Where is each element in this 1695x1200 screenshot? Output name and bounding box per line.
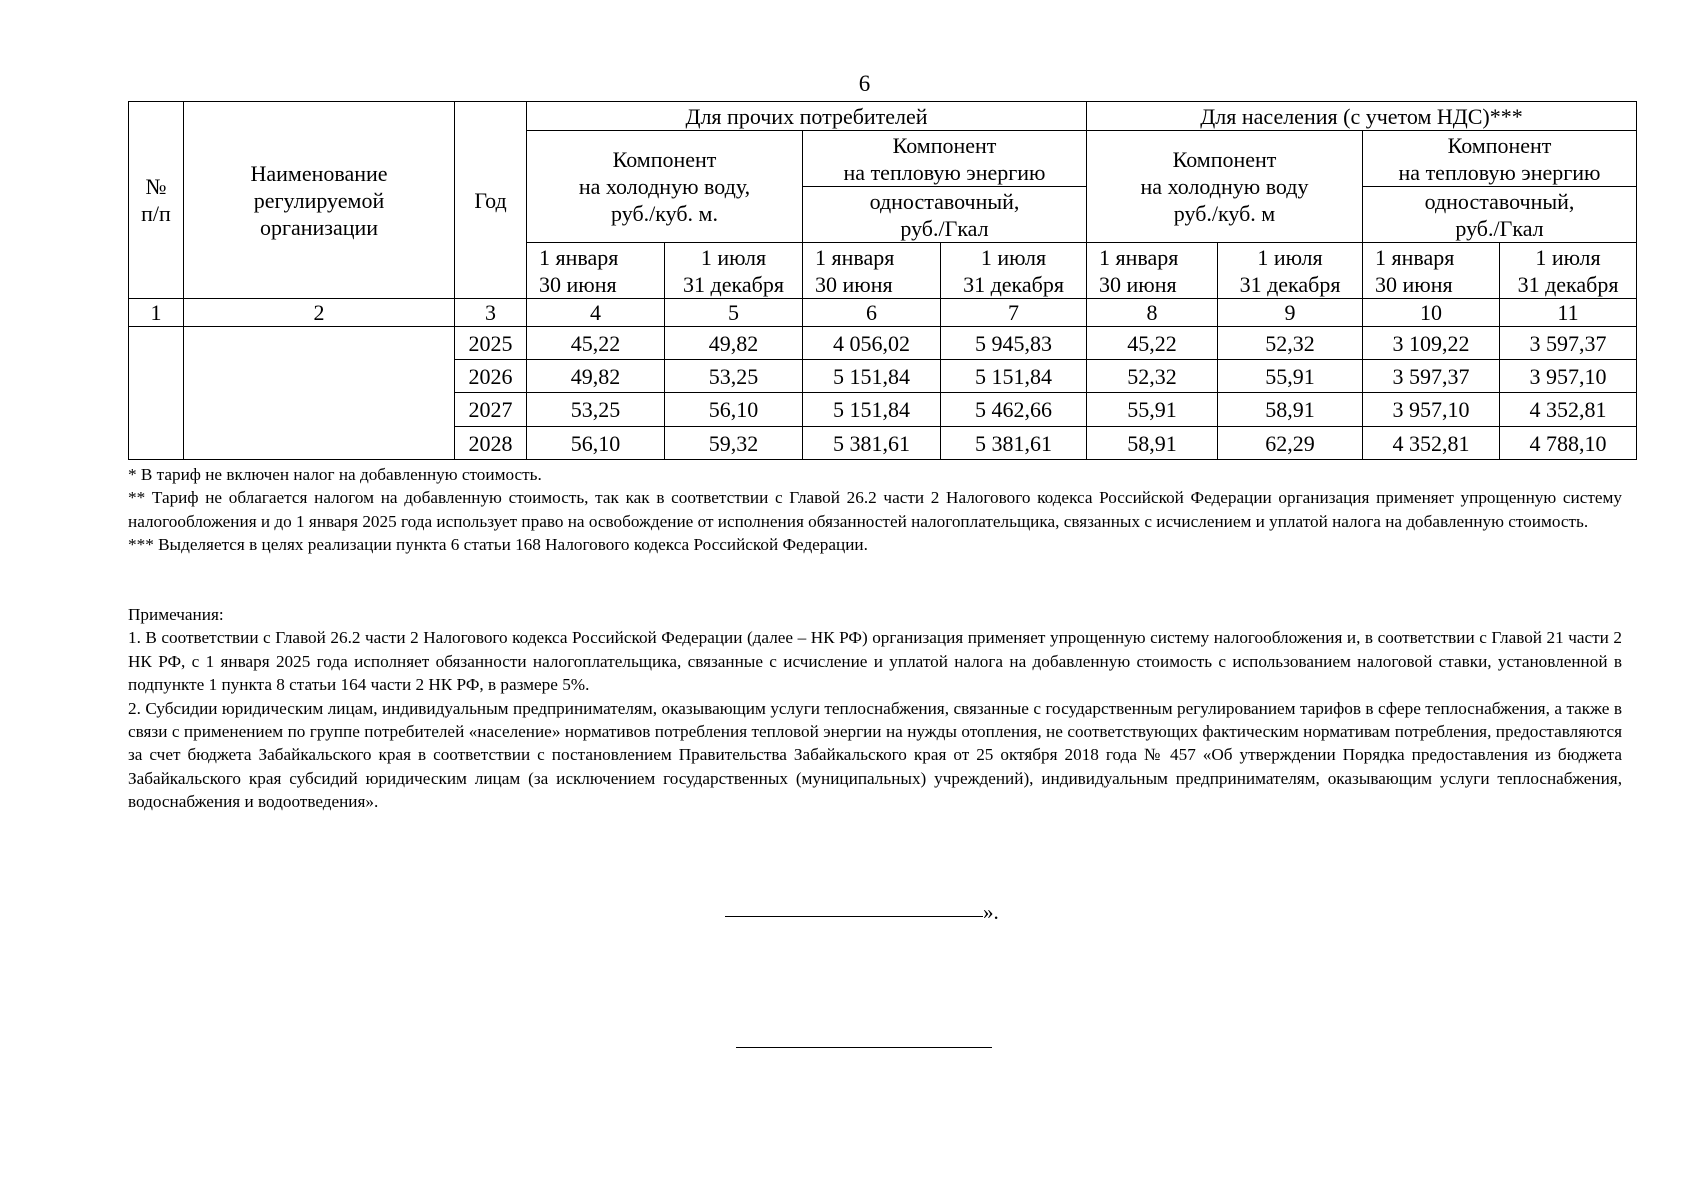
closing-quote-mark: ». xyxy=(983,900,999,924)
year-cell: 2026 xyxy=(455,360,527,393)
period-jul-dec: 1 июля 31 декабря xyxy=(1218,243,1363,299)
header-organization-name: Наименование регулируемой организации xyxy=(184,102,455,299)
value-cell: 4 352,81 xyxy=(1363,427,1500,460)
value-cell: 52,32 xyxy=(1218,327,1363,360)
value-cell: 62,29 xyxy=(1218,427,1363,460)
header-heat-population: Компонент на тепловую энергию xyxy=(1363,131,1637,187)
value-cell: 58,91 xyxy=(1218,393,1363,427)
value-cell: 3 109,22 xyxy=(1363,327,1500,360)
value-cell: 3 597,37 xyxy=(1363,360,1500,393)
period-jan-jun: 1 января 30 июня xyxy=(803,243,941,299)
header-cold-water-other: Компонент на холодную воду, руб./куб. м. xyxy=(527,131,803,243)
header-group-other-consumers: Для прочих потребителей xyxy=(527,102,1087,131)
column-number: 4 xyxy=(527,299,665,327)
value-cell: 4 788,10 xyxy=(1500,427,1637,460)
value-cell: 5 945,83 xyxy=(941,327,1087,360)
column-number: 6 xyxy=(803,299,941,327)
column-number: 11 xyxy=(1500,299,1637,327)
header-year: Год xyxy=(455,102,527,299)
header-cold-water-population: Компонент на холодную воду руб./куб. м xyxy=(1087,131,1363,243)
value-cell: 45,22 xyxy=(1087,327,1218,360)
value-cell: 49,82 xyxy=(527,360,665,393)
value-cell: 5 381,61 xyxy=(941,427,1087,460)
tariff-table xyxy=(128,101,1637,460)
column-number: 2 xyxy=(184,299,455,327)
value-cell: 59,32 xyxy=(665,427,803,460)
table-row xyxy=(129,327,1637,360)
note-item: 1. В соответствии с Главой 26.2 части 2 Налогового кодекса Российской Федерации (далее – НК РФ) организация применяет упрощенную систему налогообложения и, в соответствии с Главой 21 части 2 НК РФ, с 1 января 2025 года исполняет обязанности налогоплательщика, связанные с исчисление и уплатой налога на добавленную стоимость с использованием налоговой ставки, установленной в подпункте 1 пункта 8 статьи 164 части 2 НК РФ, в размере 5%. xyxy=(128,628,1622,695)
value-cell: 56,10 xyxy=(527,427,665,460)
header-heat-type-other: одноставочный, руб./Гкал xyxy=(803,187,1087,243)
value-cell: 49,82 xyxy=(665,327,803,360)
value-cell: 5 151,84 xyxy=(803,393,941,427)
value-cell: 53,25 xyxy=(527,393,665,427)
value-cell: 5 151,84 xyxy=(941,360,1087,393)
value-cell: 52,32 xyxy=(1087,360,1218,393)
value-cell: 5 151,84 xyxy=(803,360,941,393)
value-cell: 45,22 xyxy=(527,327,665,360)
value-cell: 53,25 xyxy=(665,360,803,393)
period-jan-jun: 1 января 30 июня xyxy=(1087,243,1218,299)
column-number: 3 xyxy=(455,299,527,327)
signature-line xyxy=(725,916,983,917)
period-jan-jun: 1 января 30 июня xyxy=(1363,243,1500,299)
header-number: № п/п xyxy=(129,102,184,299)
organization-name-cell xyxy=(184,327,455,460)
footnote: * В тариф не включен налог на добавленную стоимость. xyxy=(128,465,542,484)
value-cell: 3 957,10 xyxy=(1500,360,1637,393)
column-number: 10 xyxy=(1363,299,1500,327)
value-cell: 4 056,02 xyxy=(803,327,941,360)
footnote: *** Выделяется в целях реализации пункта 6 статьи 168 Налогового кодекса Российской Федерации. xyxy=(128,535,868,555)
period-jan-jun: 1 января 30 июня xyxy=(527,243,665,299)
period-jul-dec: 1 июля 31 декабря xyxy=(941,243,1087,299)
column-number: 7 xyxy=(941,299,1087,327)
notes-title: Примечания: xyxy=(128,605,224,624)
footnote: ** Тариф не облагается налогом на добавленную стоимость, так как в соответствии с Главой 26.2 части 2 Налогового кодекса Российской Федерации организация применяет упрощенную систему налогообложения и до 1 января 2025 года использует право на освобождение от исполнения обязанностей налогоплательщика, связанных с исчислением и уплатой налога на добавленную стоимость. xyxy=(128,488,1622,531)
period-jul-dec: 1 июля 31 декабря xyxy=(665,243,803,299)
separator-line xyxy=(736,1047,992,1048)
column-number: 8 xyxy=(1087,299,1218,327)
footnotes xyxy=(128,463,1622,557)
value-cell: 5 381,61 xyxy=(803,427,941,460)
header-row-groups xyxy=(129,102,1637,131)
row-number-cell xyxy=(129,327,184,460)
year-cell: 2025 xyxy=(455,327,527,360)
value-cell: 5 462,66 xyxy=(941,393,1087,427)
period-jul-dec: 1 июля 31 декабря xyxy=(1500,243,1637,299)
value-cell: 3 597,37 xyxy=(1500,327,1637,360)
value-cell: 4 352,81 xyxy=(1500,393,1637,427)
page-number: 6 xyxy=(858,71,871,96)
value-cell: 55,91 xyxy=(1087,393,1218,427)
column-number: 9 xyxy=(1218,299,1363,327)
header-heat-other: Компонент на тепловую энергию xyxy=(803,131,1087,187)
year-cell: 2028 xyxy=(455,427,527,460)
value-cell: 56,10 xyxy=(665,393,803,427)
column-number: 5 xyxy=(665,299,803,327)
value-cell: 3 957,10 xyxy=(1363,393,1500,427)
column-numbers-row xyxy=(129,299,1637,327)
column-number: 1 xyxy=(129,299,184,327)
note-item: 2. Субсидии юридическим лицам, индивидуальным предпринимателям, оказывающим услуги теплоснабжения, связанные с государственным регулированием тарифов в сфере теплоснабжения, а также в связи с применением по группе потребителей «население» нормативов потребления тепловой энергии на нужды отопления, не соответствующих фактическим нормативам потребления, предоставляются за счет бюджета Забайкальского края в соответствии с постановлением Правительства Забайкальского края от 25 октября 2018 года № 457 «Об утверждении Порядка предоставления из бюджета Забайкальского края субсидий юридическим лицам (за исключением государственных (муниципальных) учреждений), индивидуальным предпринимателям, оказывающим услуги теплоснабжения, водоснабжения и водоотведения». xyxy=(128,698,1622,812)
value-cell: 58,91 xyxy=(1087,427,1218,460)
year-cell: 2027 xyxy=(455,393,527,427)
value-cell: 55,91 xyxy=(1218,360,1363,393)
header-heat-type-population: одноставочный, руб./Гкал xyxy=(1363,187,1637,243)
notes-section xyxy=(128,603,1622,814)
header-group-population: Для населения (с учетом НДС)*** xyxy=(1087,102,1637,131)
